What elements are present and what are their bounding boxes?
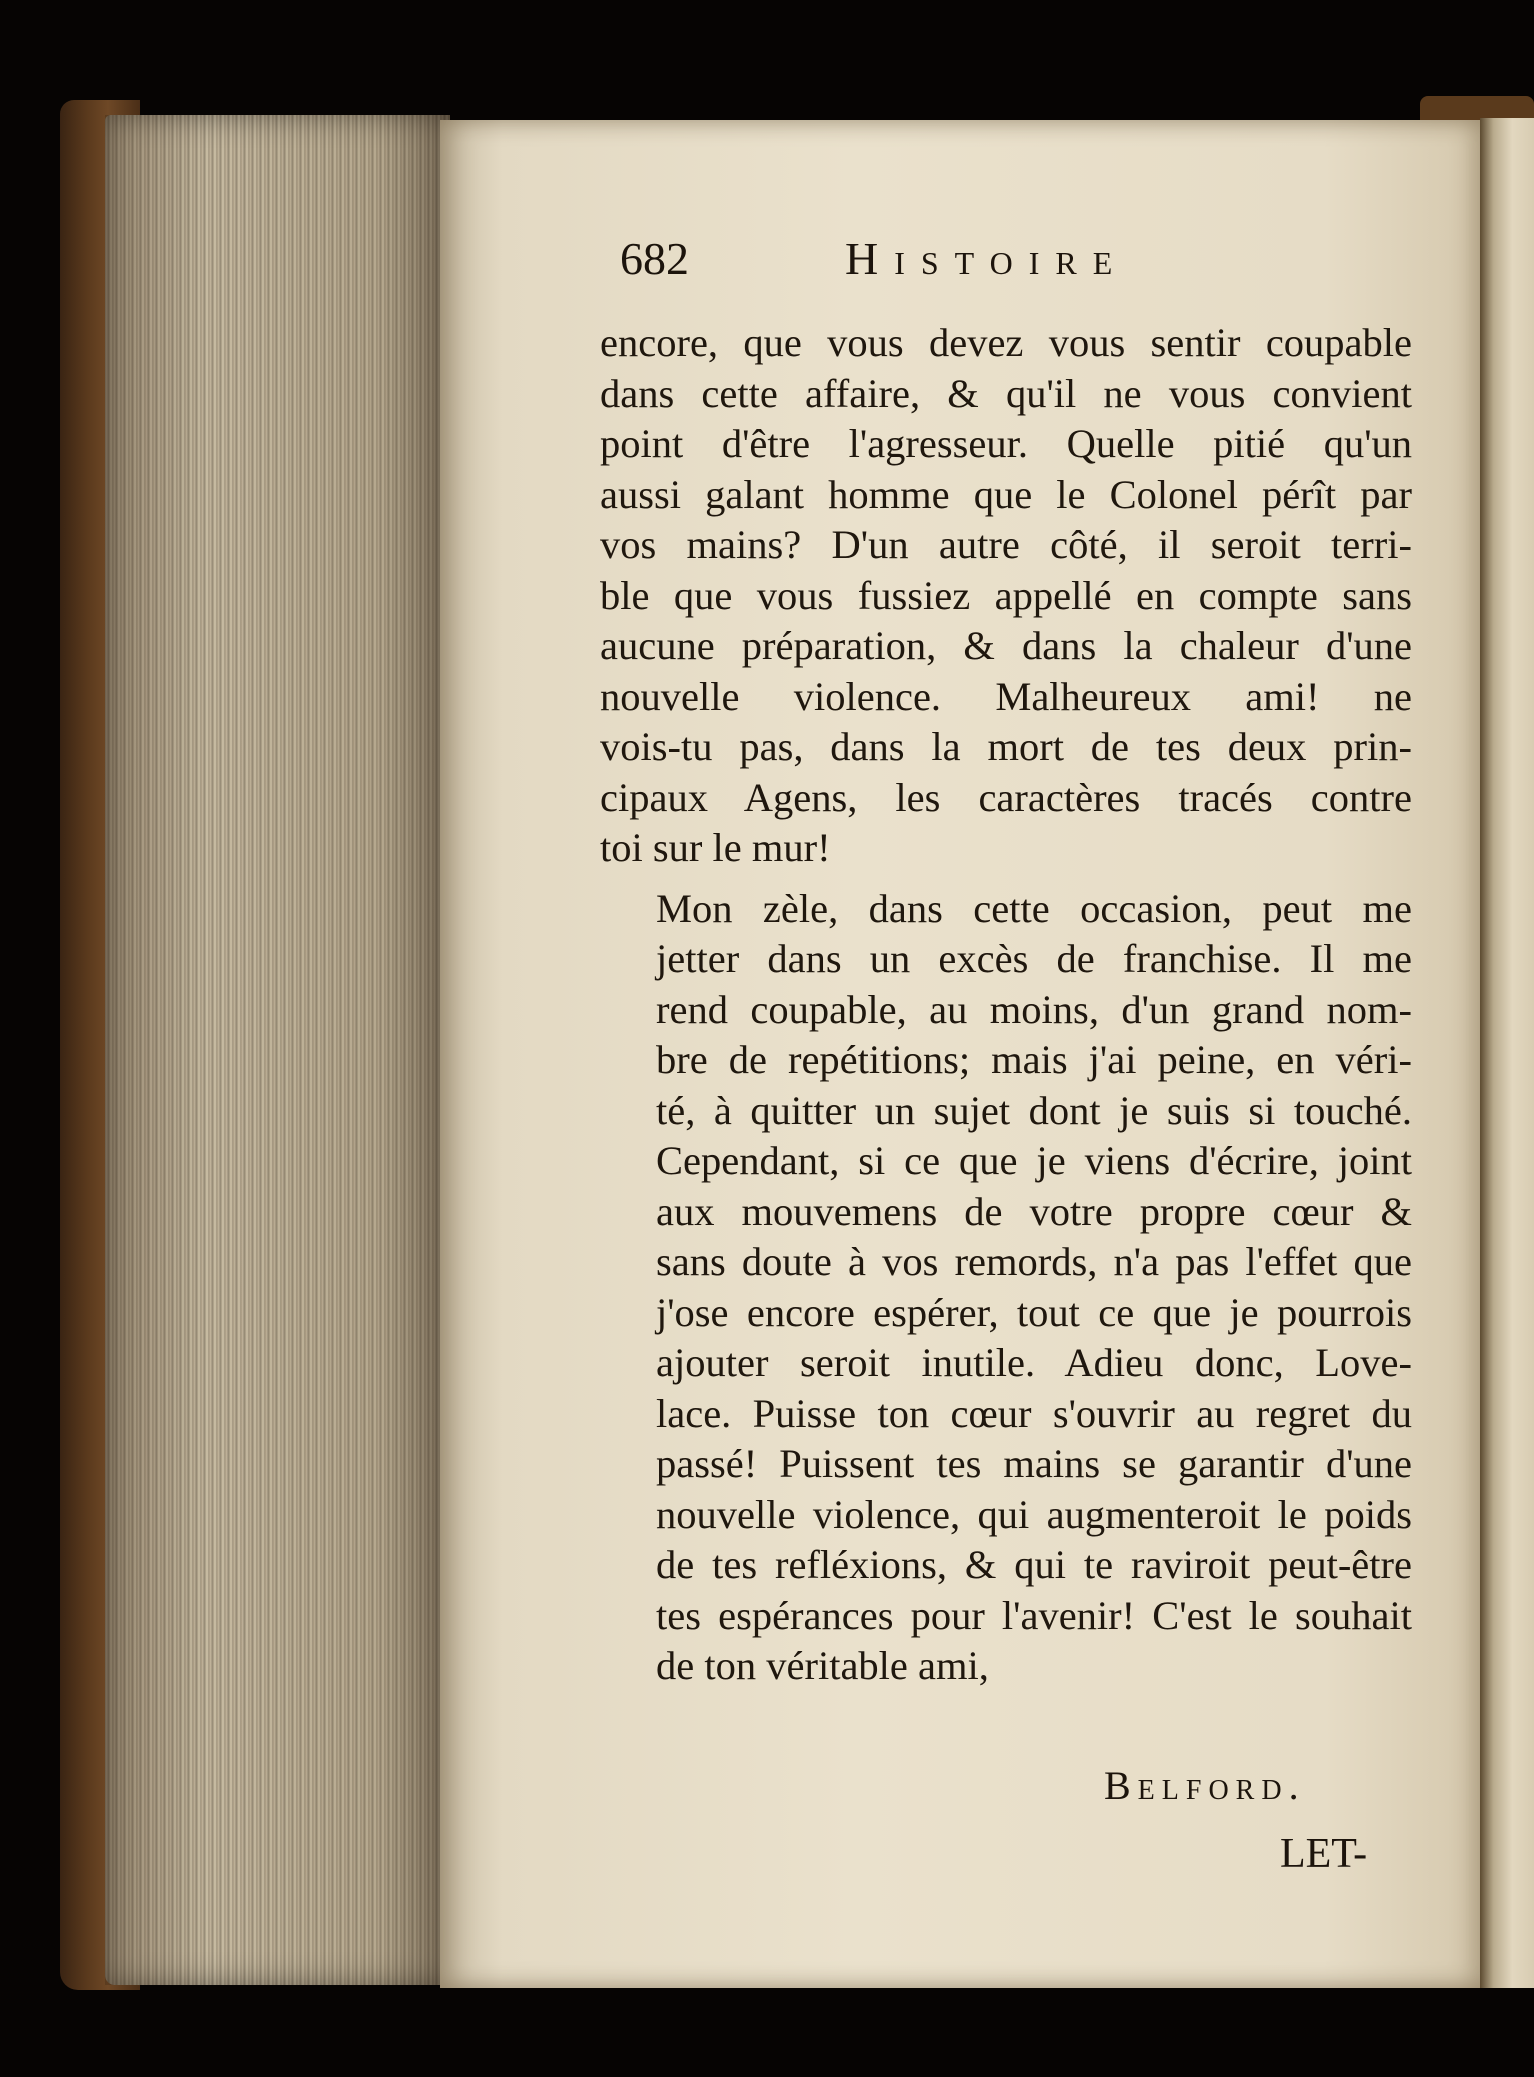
letter-signature: Belford. — [1104, 1763, 1306, 1808]
text-line: de tes refléxions, & qui te raviroit peut-être — [656, 1542, 1412, 1587]
text-line: vois-tu pas, dans la mort de tes deux prin- — [600, 724, 1412, 769]
page-header — [620, 232, 1260, 292]
text-line: aussi galant homme que le Colonel pérît par — [600, 471, 1412, 517]
text-line: nouvelle violence, qui augmenteroit le poids — [656, 1491, 1412, 1537]
text-line: toi sur le mur! — [600, 825, 831, 870]
letter-body — [600, 318, 1412, 1692]
text-line: dans cette affaire, & qu'il ne vous convient — [600, 370, 1412, 416]
text-line: sans doute à vos remords, n'a pas l'effet que — [656, 1239, 1412, 1284]
paragraph-2 — [600, 884, 1412, 1692]
text-line: aucune préparation, & dans la chaleur d'une — [600, 623, 1412, 668]
text-line: bre de repétitions; mais j'ai peine, en véri- — [656, 1037, 1412, 1082]
text-line: cipaux Agens, les caractères tracés contre — [600, 774, 1412, 820]
facing-page-sliver — [1480, 118, 1534, 1988]
text-line: nouvelle violence. Malheureux ami! ne — [600, 673, 1412, 719]
text-line: passé! Puissent tes mains se garantir d'une — [656, 1441, 1412, 1486]
running-head: Histoire — [845, 233, 1129, 284]
text-line: vos mains? D'un autre côté, il seroit terri- — [600, 522, 1412, 567]
text-line: ajouter seroit inutile. Adieu donc, Love- — [656, 1340, 1412, 1385]
text-line: jetter dans un excès de franchise. Il me — [656, 936, 1412, 981]
page-block-edges — [105, 115, 450, 1985]
text-line: Cependant, si ce que je viens d'écrire, joint — [656, 1138, 1412, 1183]
text-line: tes espérances pour l'avenir! C'est le souhait — [656, 1592, 1412, 1638]
text-line: lace. Puisse ton cœur s'ouvrir au regret du — [656, 1390, 1412, 1436]
text-line: Mon zèle, dans cette occasion, peut me — [656, 885, 1412, 931]
page-number: 682 — [620, 233, 689, 284]
catchword: LET- — [1280, 1831, 1368, 1877]
text-line: de ton véritable ami, — [656, 1643, 989, 1688]
text-line: té, à quitter un sujet dont je suis si touché. — [656, 1087, 1412, 1133]
text-line: aux mouvemens de votre propre cœur & — [656, 1188, 1412, 1234]
text-line: ble que vous fussiez appellé en compte sans — [600, 572, 1412, 618]
paragraph-1 — [600, 318, 1412, 874]
text-line: rend coupable, au moins, d'un grand nom- — [656, 986, 1412, 1032]
text-line: encore, que vous devez vous sentir coupable — [600, 320, 1412, 365]
text-line: j'ose encore espérer, tout ce que je pourrois — [656, 1289, 1412, 1335]
text-line: point d'être l'agresseur. Quelle pitié qu'un — [600, 421, 1412, 466]
